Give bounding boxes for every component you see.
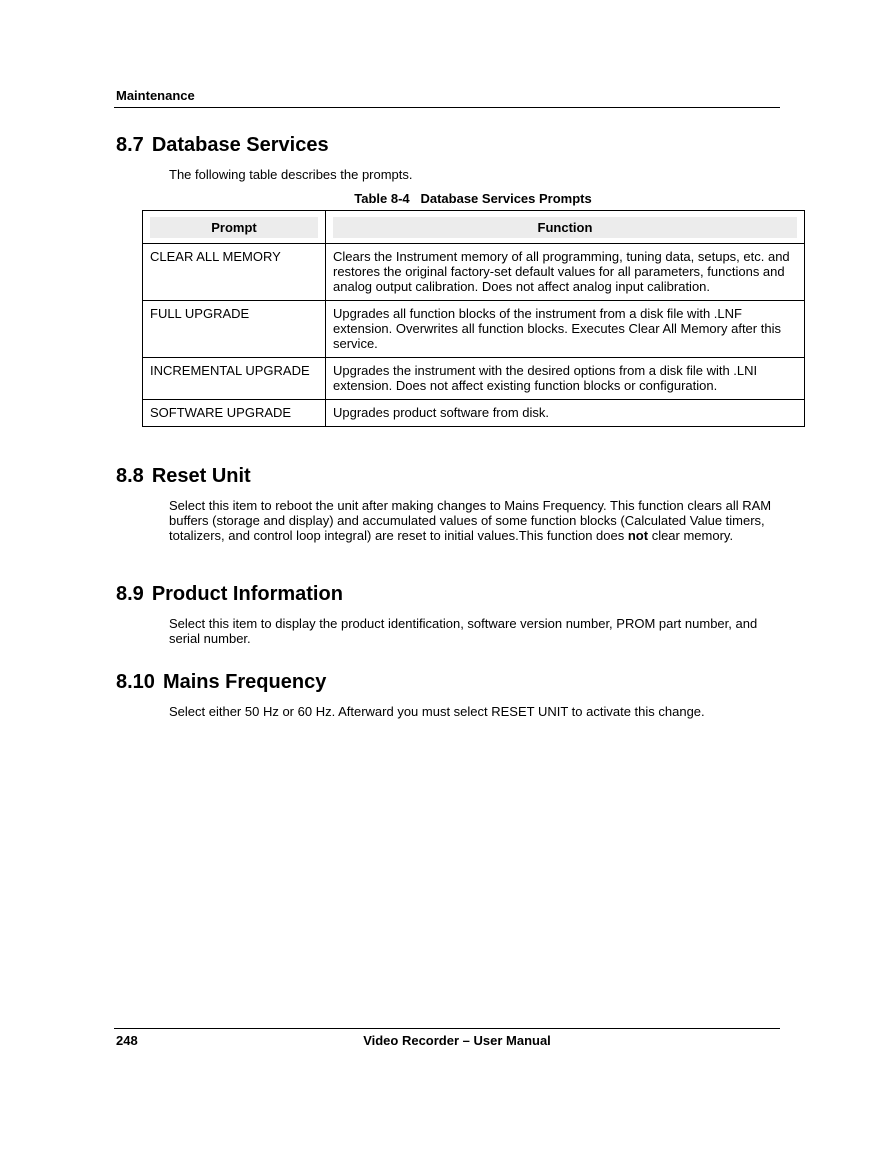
- section-heading-database-services: [116, 134, 329, 157]
- table-row: [143, 358, 805, 400]
- footer-title: Video Recorder – User Manual: [363, 1033, 551, 1048]
- function-cell: Upgrades all function blocks of the instrument from a disk file with .LNF extension. Overwrites all function blocks. Executes Clear All Memory after this service.: [326, 301, 805, 358]
- page-number: 248: [116, 1033, 138, 1048]
- section-number: 8.9: [116, 583, 144, 605]
- section-title: Reset Unit: [151, 465, 251, 487]
- section-title: Mains Frequency: [162, 671, 327, 693]
- section-number: 8.8: [116, 465, 144, 487]
- reset-unit-text: Select this item to reboot the unit after making changes to Mains Frequency. This function clears all RAM buffers (storage and display) and accumulated values of some function blocks (Calculated Value timers, totalizers, and control loop integral) are reset to initial values.This function does not clear memory.: [169, 498, 772, 543]
- footer-rule: [114, 1028, 780, 1029]
- function-cell: Clears the Instrument memory of all programming, tuning data, setups, etc. and restores the original factory-set default values for all parameters, functions and analog output calibration. Does not affect analog input calibration.: [326, 244, 805, 301]
- section-heading-mains-frequency: [116, 671, 326, 694]
- function-cell: Upgrades the instrument with the desired options from a disk file with .LNI extension. Does not affect existing function blocks or configuration.: [326, 358, 805, 400]
- database-services-table: [142, 210, 805, 427]
- table-row: [143, 244, 805, 301]
- running-header: Maintenance: [116, 88, 195, 103]
- section-title: Database Services: [151, 134, 329, 156]
- table-row: [143, 400, 805, 427]
- section-title: Product Information: [151, 583, 343, 605]
- section-intro: The following table describes the prompts.: [169, 167, 413, 182]
- column-header-function: Function: [326, 211, 805, 244]
- section-number: 8.7: [116, 134, 144, 156]
- prompt-cell: FULL UPGRADE: [143, 301, 326, 358]
- table-row: [143, 301, 805, 358]
- prompt-cell: SOFTWARE UPGRADE: [143, 400, 326, 427]
- column-header-prompt: Prompt: [143, 211, 326, 244]
- header-rule: [114, 107, 780, 108]
- section-number: 8.10: [116, 671, 155, 693]
- table-header-row: [143, 211, 805, 244]
- emphasis-not: not: [627, 528, 649, 543]
- mains-frequency-text: Select either 50 Hz or 60 Hz. Afterward you must select RESET UNIT to activate this change.: [169, 704, 705, 719]
- prompt-cell: INCREMENTAL UPGRADE: [143, 358, 326, 400]
- section-heading-reset-unit: [116, 465, 251, 488]
- section-heading-product-information: [116, 583, 343, 606]
- table-caption: Table 8-4 Database Services Prompts: [354, 191, 592, 206]
- prompt-cell: CLEAR ALL MEMORY: [143, 244, 326, 301]
- product-information-text: Select this item to display the product identification, software version number, PROM part number, and serial number.: [169, 616, 758, 646]
- function-cell: Upgrades product software from disk.: [326, 400, 805, 427]
